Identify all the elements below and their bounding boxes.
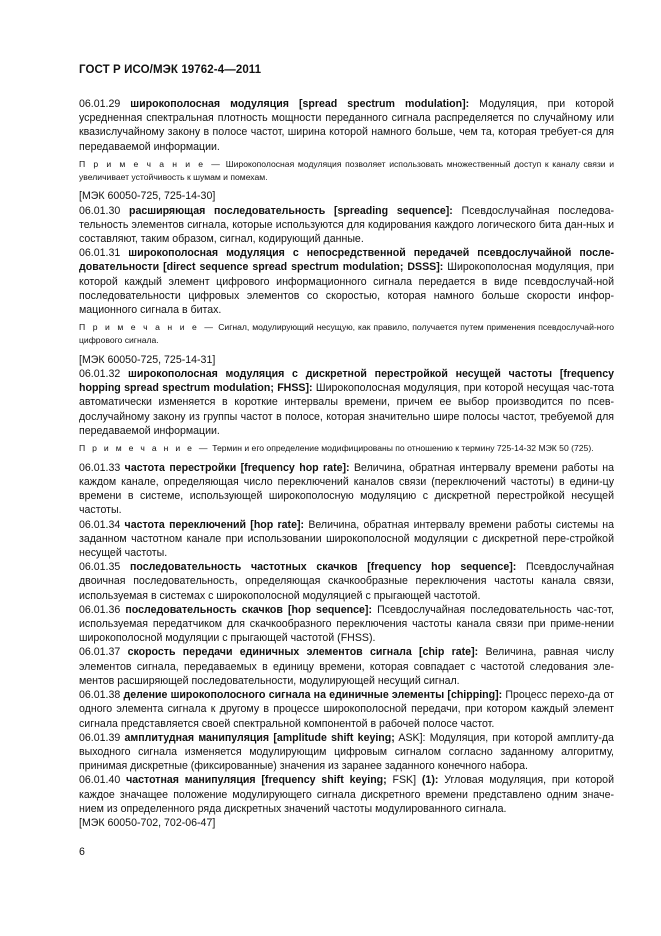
note bbox=[79, 158, 614, 184]
document-header: ГОСТ Р ИСО/МЭК 19762-4—2011 bbox=[79, 64, 262, 76]
term-title: частота переключений [hop rate]: bbox=[124, 518, 305, 531]
term-entry bbox=[79, 461, 614, 518]
entry-number: 06.01.35 bbox=[79, 561, 121, 574]
note-label: П р и м е ч а н и е — bbox=[79, 443, 210, 454]
term-title: скорость передачи единичных элементов сигнала [chip rate]: bbox=[127, 646, 479, 659]
term-title: последовательность скачков [hop sequence]: bbox=[125, 603, 372, 616]
term-entry bbox=[79, 688, 614, 731]
term-entry bbox=[79, 603, 614, 646]
term-title: широкополосная модуляция с дискретной перестройкой несущей частоты [frequency hopping spread spectrum modulation; FHSS]: bbox=[79, 368, 614, 395]
term-index: (1): bbox=[416, 774, 439, 787]
term-title: последовательность частотных скачков [frequency hop sequence]: bbox=[130, 561, 517, 574]
note bbox=[79, 321, 614, 347]
term-title: частотная манипуляция [frequency shift keying; bbox=[126, 774, 387, 787]
entry-number: 06.01.31 bbox=[79, 247, 121, 260]
entry-number: 06.01.37 bbox=[79, 646, 121, 659]
term-entry bbox=[79, 367, 614, 438]
term-title: амплитудная манипуляция [amplitude shift keying; bbox=[124, 731, 395, 744]
term-title: широкополосная модуляция с непосредственной передачей псевдослучайной после-довательности [direct sequence spread spectrum modulation; DSSS]: bbox=[79, 247, 614, 274]
entry-number: 06.01.30 bbox=[79, 204, 121, 217]
term-definition: Модуляция, при которой амплиту-да выходного сигнала изменяется модулирующим цифровым сигналом согласно заданному алгоритму, принимая дискретные (фиксированные) значения из заранее заданного конечного набора. bbox=[79, 731, 614, 773]
document-body bbox=[79, 97, 614, 830]
term-definition: Псевдослучайная двоичная последовательность, определяющая скачкообразные переключения частоты канала связи, используемая в системах с широкополосной модуляцией с прыгающей частотой. bbox=[79, 561, 614, 602]
entry-number: 06.01.36 bbox=[79, 603, 121, 616]
term-entry bbox=[79, 645, 614, 688]
entry-number: 06.01.40 bbox=[79, 774, 121, 787]
term-abbreviation: FSK] bbox=[386, 774, 417, 787]
term-title: широкополосная модуляция [spread spectrum modulation]: bbox=[130, 98, 470, 110]
term-definition: Псевдослучайная последова-тельность элементов сигнала, которые используются для кодирования каждого логического бита дан-ных и составляют, таким образом, сигнал, кодирующий данные. bbox=[79, 204, 614, 246]
entry-number: 06.01.34 bbox=[79, 518, 121, 531]
term-title: частота перестройки [frequency hop rate]: bbox=[124, 461, 350, 474]
page-number: 6 bbox=[79, 846, 85, 858]
source-reference: [МЭК 60050-702, 702-06-47] bbox=[79, 816, 216, 829]
term-entry bbox=[79, 518, 614, 561]
note-text: Широкополосная модуляция позволяет использовать множественный доступ к каналу связи и увеличивает устойчивость к шумам и помехам. bbox=[79, 158, 615, 182]
note-text: Сигнал, модулирующий несущую, как правило, получается путем применения псевдослучай-ного цифрового сигнала. bbox=[79, 322, 615, 346]
entry-number: 06.01.33 bbox=[79, 461, 121, 474]
term-definition: Псевдослучайная последовательность час-тот, используемая передатчиком для скачкообразного переключения частоты канала связи при приме-нении широкополосной модуляции с прыгающей частотой (FHSS). bbox=[79, 603, 614, 645]
entry-number: 06.01.32 bbox=[79, 368, 121, 381]
term-entry bbox=[79, 773, 614, 816]
term-definition: Угловая модуляция, при которой каждое значащее положение модулирующего сигнала дискретного времени представлено одним значе-нием из определенного ряда дискретных значений частоты модулированного сигнала. bbox=[79, 774, 614, 815]
note-text: Термин и его определение модифицированы по отношению к термину 725-14-32 МЭК 50 (725). bbox=[212, 443, 594, 454]
term-abbreviation: ASK]: bbox=[394, 731, 426, 744]
entry-number: 06.01.39 bbox=[79, 731, 121, 744]
note-label: П р и м е ч а н и е — bbox=[79, 322, 216, 333]
note bbox=[79, 442, 614, 455]
term-entry bbox=[79, 246, 614, 317]
term-title: расширяющая последовательность [spreading sequence]: bbox=[128, 204, 453, 217]
source-reference: [МЭК 60050-725, 725-14-30] bbox=[79, 190, 216, 203]
entry-number: 06.01.38 bbox=[79, 689, 121, 702]
term-definition: Широкополосная модуляция, при которой каждый элемент цифрового информационного сигнала передается в виде псевдослучай-ной последовательности цифровых элементов со скоростью, которая намного больше скорости инфор-мационного сигнала в битах. bbox=[79, 261, 614, 317]
term-entry bbox=[79, 731, 614, 774]
term-title: деление широкополосного сигнала на единичные элементы [chipping]: bbox=[123, 689, 503, 702]
entry-number: 06.01.29 bbox=[79, 98, 121, 110]
term-definition: Величина, обратная интервалу времени работы на каждом канале, определяющая число переключений каналов связи (переключений частоты) в едини-цу времени в системе, использующей широкополосную модуляцию с дискретной перестройкой несущей частоты. bbox=[79, 461, 614, 517]
term-definition: Широкополосная модуляция, при которой несущая час-тота автоматически изменяется в короткие интервалы времени, причем ее выбор производится по псев-дослучайному закону из группы частот в полосе, которая значительно шире полосы частот, требуемой для передаваемой информации. bbox=[79, 382, 615, 437]
term-definition: Модуляция, при которой усредненная спектральная плотность мощности переданного сигнала распределяется по случайному или квазислучайному закону в полосе частот, ширина которой намного больше, чем та, которая требует-ся для передаваемой информации. bbox=[79, 98, 614, 153]
term-definition: Величина, равная числу элементов сигнала, передаваемых в единицу времени, которая совпадает с частотой следования эле-ментов расширяющей последовательности, модулирующей несущий сигнал. bbox=[79, 646, 614, 687]
term-entry bbox=[79, 204, 614, 247]
term-entry bbox=[79, 97, 614, 154]
note-label: П р и м е ч а н и е — bbox=[79, 158, 223, 169]
term-definition: Процесс перехо-да от одного элемента сигнала к другому в процессе широкополосной передачи, при котором каждый элемент сигнала представляется своей спектральной компонентой в рабочей полосе частот. bbox=[79, 689, 614, 730]
source-reference: [МЭК 60050-725, 725-14-31] bbox=[79, 353, 216, 366]
term-entry bbox=[79, 560, 614, 603]
term-definition: Величина, обратная интервалу времени работы системы на заданном частотном канале при использовании широкополосной модуляции с дискретной пере-стройкой несущей частоты. bbox=[79, 518, 614, 560]
